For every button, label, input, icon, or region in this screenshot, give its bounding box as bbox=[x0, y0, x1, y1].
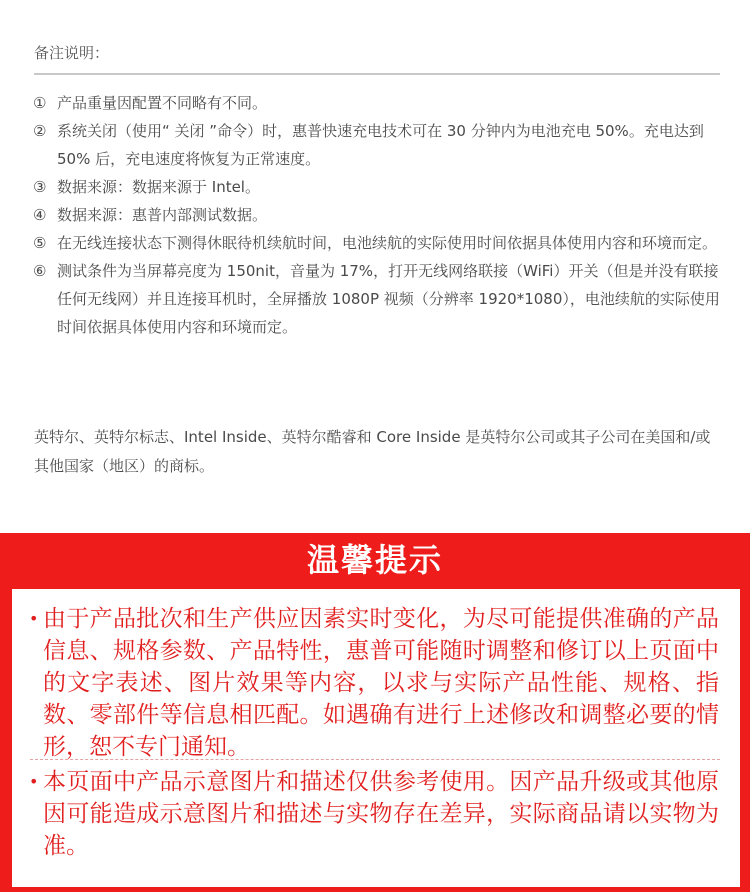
note-text: 数据来源：惠普内部测试数据。 bbox=[57, 206, 268, 224]
trademark-notice: 英特尔、英特尔标志、Intel Inside、英特尔酷睿和 Core Inside 是英特尔公司或其子公司在美国和/或其他国家（地区）的商标。 bbox=[34, 428, 711, 475]
note-marker: ⑤ bbox=[33, 234, 47, 252]
notice-divider bbox=[30, 759, 720, 760]
note-item-2 bbox=[33, 117, 723, 173]
notice-title: 温馨提示 bbox=[306, 541, 443, 579]
note-item-5 bbox=[33, 229, 723, 257]
note-text: 系统关闭（使用“ 关闭 ”命令）时，惠普快速充电技术可在 30 分钟内为电池充电 50%。充电达到 50% 后，充电速度将恢复为正常速度。 bbox=[57, 122, 704, 168]
bullet-icon: • bbox=[29, 609, 39, 628]
note-text: 在无线连接状态下测得休眠待机续航时间，电池续航的实际使用时间依据具体使用内容和环境而定。 bbox=[57, 234, 718, 252]
note-item-6 bbox=[33, 257, 723, 341]
note-item-4 bbox=[33, 201, 723, 229]
notice-point-1 bbox=[29, 603, 719, 763]
notes-list bbox=[33, 89, 723, 341]
note-marker: ③ bbox=[33, 178, 47, 196]
notes-heading: 备注说明： bbox=[34, 44, 110, 62]
note-text: 数据来源：数据来源于 Intel。 bbox=[57, 178, 260, 196]
note-item-1 bbox=[33, 89, 723, 117]
note-marker: ④ bbox=[33, 206, 47, 224]
notice-text: 由于产品批次和生产供应因素实时变化，为尽可能提供准确的产品信息、规格参数、产品特性，惠普可能随时调整和修订以上页面中的文字表述、图片效果等内容，以求与实际产品性能、规格、指数、零部件等信息相匹配。如遇确有进行上述修改和调整必要的情形，恕不专门通知。 bbox=[43, 606, 719, 760]
note-marker: ② bbox=[33, 122, 47, 140]
note-marker: ⑥ bbox=[33, 262, 47, 280]
notice-point-2 bbox=[29, 766, 719, 862]
note-text: 测试条件为当屏幕亮度为 150nit，音量为 17%，打开无线网络联接（WiFi）开关（但是并没有联接任何无线网）并且连接耳机时，全屏播放 1080P 视频（分辨率 1920*1080），电池续航的实际使用时间依据具体使用内容和环境而定。 bbox=[57, 262, 720, 336]
note-item-3 bbox=[33, 173, 723, 201]
note-text: 产品重量因配置不同略有不同。 bbox=[57, 94, 268, 112]
bullet-icon: • bbox=[29, 772, 39, 791]
notice-text: 本页面中产品示意图片和描述仅供参考使用。因产品升级或其他原因可能造成示意图片和描述与实物存在差异，实际商品请以实物为准。 bbox=[43, 769, 719, 859]
notes-divider bbox=[34, 73, 720, 75]
note-marker: ① bbox=[33, 94, 47, 112]
